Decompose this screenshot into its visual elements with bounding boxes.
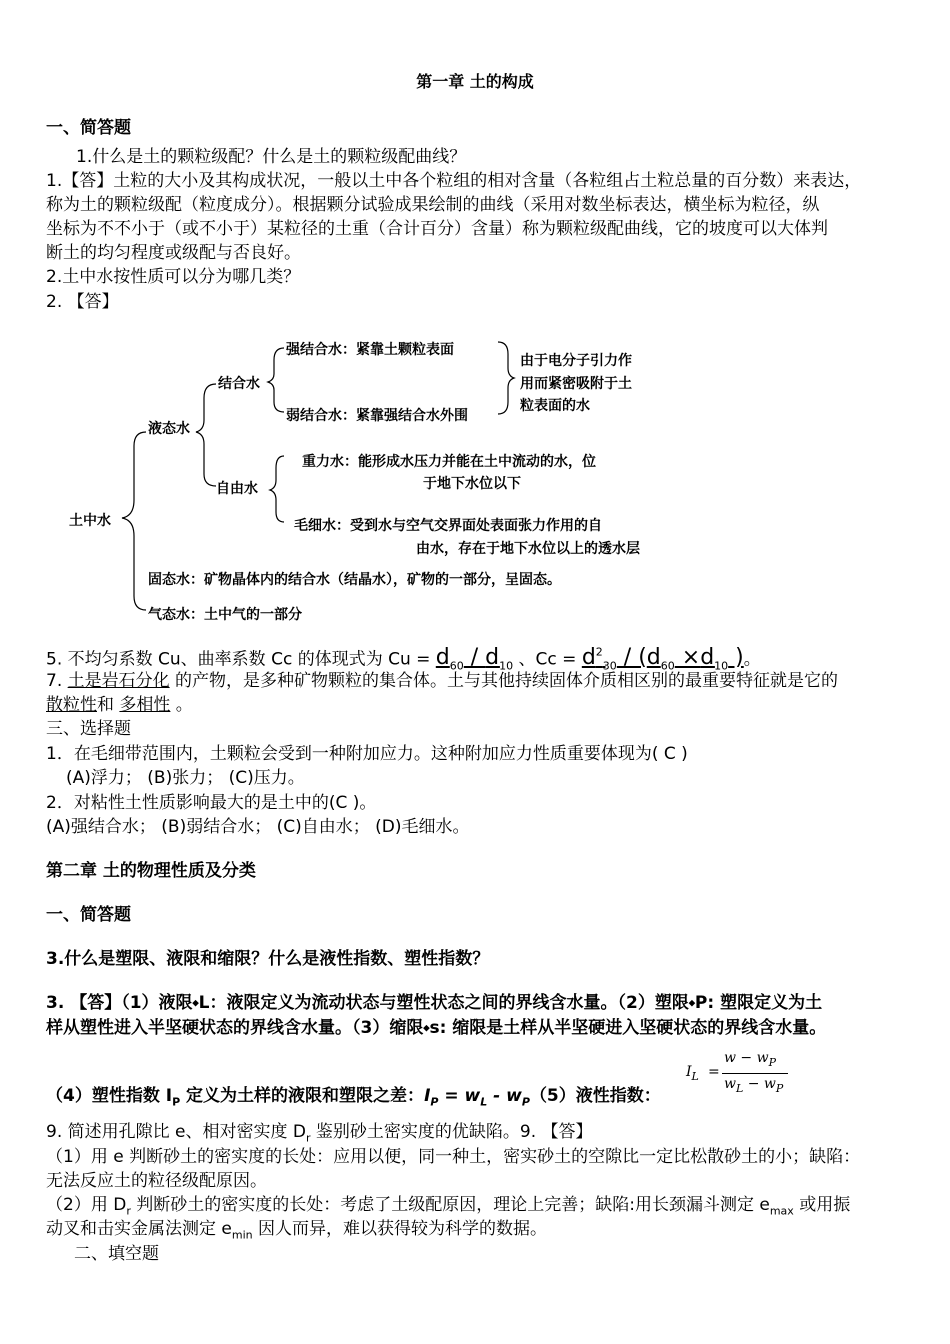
- question-2: 2.土中水按性质可以分为哪几类？: [46, 267, 301, 287]
- chapter2-title: 第二章 土的物理性质及分类: [46, 861, 256, 881]
- node-soil-water: 土中水: [69, 513, 111, 529]
- answer-2-label: 2. 【答】: [46, 292, 119, 312]
- cu-expression: $d_{60} / d_{10}$: [435, 645, 514, 673]
- answer-1-line4: 断土的均匀程度或级配与否良好。: [46, 243, 301, 263]
- question-5: 5. 不均匀系数 Cu、曲率系数 Cc 的体现式为 $Cu = d_{60} / d_{10}$ 、$Cc = d^2_{30} / (d_{60} \times d_{10}$ )。: [46, 645, 761, 673]
- answer-3-line2: 样从塑性进入半坚硬状态的界线含水量。（3）缩限⬩s: 缩限是土样从半坚硬进入坚硬状态的界线含水量。: [46, 1018, 827, 1038]
- cc-expression: $d^2_{30} / (d_{60} \times d_{10}$ ): [581, 645, 744, 673]
- chapter1-title: 第一章 土的构成: [416, 72, 534, 91]
- bound-water-note-line3: 粒表面的水: [520, 398, 590, 414]
- answer-9-line1: （1）用 e 判断砂土的密实度的长处：应用以便，同一种土，密实砂土的空隙比一定比松散砂土的小；缺陷：: [46, 1147, 861, 1167]
- bound-water-note-line1: 由于电分子引力作: [520, 353, 632, 369]
- node-weak-bound-water: 弱结合水：紧靠强结合水外围: [286, 408, 468, 424]
- section-heading: 三、选择题: [46, 719, 131, 739]
- node-bound-water: 结合水: [218, 376, 260, 392]
- choice-question-1: 1．在毛细带范围内，土颗粒会受到一种附加应力。这种附加应力性质重要体现为( C ): [46, 744, 688, 764]
- section-heading: 一、简答题: [46, 118, 131, 138]
- node-gaseous-water: 气态水：土中气的一部分: [148, 607, 302, 623]
- question-7-line2: 散粒性和 多相性 。: [46, 695, 193, 715]
- choice-question-2-options: (A)强结合水； (B)弱结合水； (C)自由水； (D)毛细水。: [46, 817, 470, 837]
- node-strong-bound-water: 强结合水：紧靠土颗粒表面: [286, 342, 454, 358]
- question-9: 9. 简述用孔隙比 e、相对密实度 $D_r$ 鉴别砂土密实度的优缺陷。9. 【答】: [46, 1122, 593, 1145]
- node-capillary-water-line1: 毛细水：受到水与空气交界面处表面张力作用的自: [294, 518, 602, 534]
- section-heading: 二、填空题: [74, 1244, 159, 1264]
- question-1: 1.什么是土的颗粒级配？什么是土的颗粒级配曲线？: [76, 147, 467, 167]
- answer-1-line2: 称为土的颗粒级配（粒度成分）。根据颗分试验成果绘制的曲线（采用对数坐标表达，横坐标为粒径，纵: [46, 195, 820, 215]
- answer-3-line1: 3. 【答】（1）液限⬩L：液限定义为流动状态与塑性状态之间的界线含水量。（2）塑限⬩P: 塑限定义为土: [46, 993, 823, 1013]
- answer-1-line3: 坐标为不不小于（或不小于）某粒径的土重（合计百分）含量）称为颗粒级配曲线，它的坡度可以大体判: [46, 219, 828, 239]
- answer-1-line1: 1.【答】土粒的大小及其构成状况，一般以土中各个粒组的相对含量（各粒组占土粒总量的百分数）来表达，: [46, 171, 862, 191]
- node-solid-water: 固态水：矿物晶体内的结合水（结晶水），矿物的一部分，呈固态。: [148, 572, 561, 588]
- answer-9-line3: （2）用 $D_r$ 判断砂土的密实度的长处：考虑了土级配原因，理论上完善；缺陷:用长颈漏斗测定 $e_{max}$ 或用振: [46, 1195, 851, 1218]
- section-heading: 一、简答题: [46, 905, 131, 925]
- node-gravity-water-line2: 于地下水位以下: [423, 476, 521, 492]
- node-liquid-water: 液态水: [148, 421, 190, 437]
- node-free-water: 自由水: [216, 481, 258, 497]
- liquidity-index-formula: $I_L$ = $w - w_P$ $w_L - w_P$: [680, 1050, 795, 1102]
- node-gravity-water-line1: 重力水：能形成水压力并能在土中流动的水，位: [302, 454, 596, 470]
- choice-question-2: 2．对粘性土性质影响最大的是土中的(C )。: [46, 793, 377, 813]
- answer-9-line4: 动叉和击实金属法测定 $e_{min}$ 因人而异，难以获得较为科学的数据。: [46, 1219, 548, 1242]
- answer-9-line2: 无法反应土的粒径级配原因。: [46, 1171, 267, 1191]
- bound-water-note-line2: 用而紧密吸附于土: [520, 376, 632, 392]
- choice-question-1-options: (A)浮力； (B)张力； (C)压力。: [66, 768, 305, 788]
- node-capillary-water-line2: 由水，存在于地下水位以上的透水层: [416, 541, 640, 557]
- answer-3-line3: （4）塑性指数 $I_P$ 定义为土样的液限和塑限之差：$I_P = w_L - w_P(5)$液性指数：: [46, 1086, 661, 1109]
- question-7-line1: 7. 土是岩石分化 的产物，是多种矿物颗粒的集合体。土与其他持续固体介质相区别的最重要特征就是它的: [46, 671, 839, 691]
- question-3: 3.什么是塑限、液限和缩限？什么是液性指数、塑性指数？: [46, 949, 490, 969]
